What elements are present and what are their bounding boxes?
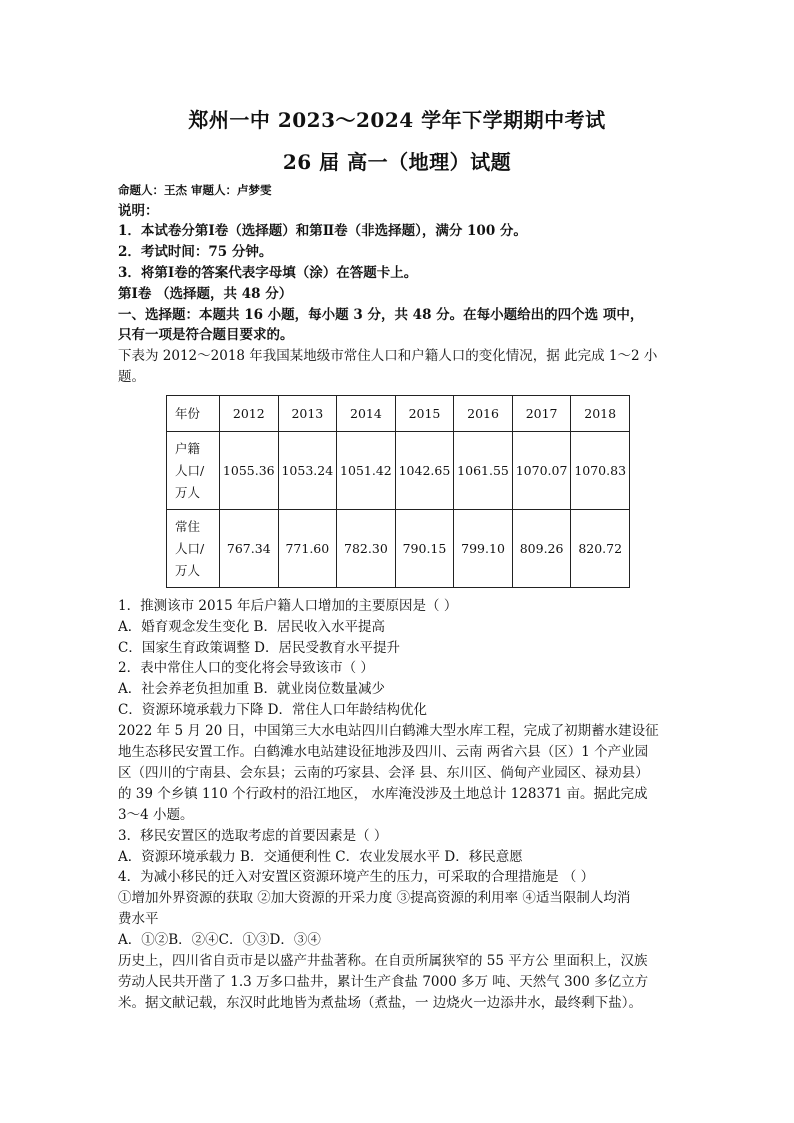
value-cell: 1042.65 (395, 432, 454, 510)
question-text: 4．为减小移民的迁入对安置区资源环境产生的压力，可采取的合理措施是 （ ） (118, 869, 595, 885)
exam-title: 郑州一中 2023～2024 学年下学期期中考试 (188, 108, 606, 132)
row-label-line: 人口/ (175, 462, 205, 478)
passage-text: 3～4 小题。 (118, 807, 194, 823)
year-cell: 2012 (220, 396, 279, 432)
population-table (166, 395, 630, 588)
answer-options: A．资源环境承载力 B．交通便利性 C．农业发展水平 D．移民意愿 (118, 849, 523, 865)
value-cell: 1061.55 (454, 432, 513, 510)
question-text: 3．移民安置区的选取考虑的首要因素是（ ） (118, 828, 388, 844)
table-header-row (167, 396, 630, 432)
row-label-line: 万人 (175, 562, 201, 578)
answer-options: A．婚育观念发生变化 B．居民收入水平提高 (118, 619, 385, 635)
answer-options: 费水平 (118, 911, 159, 927)
table-row (167, 432, 630, 510)
year-cell: 2016 (454, 396, 513, 432)
question-text: 1．推测该市 2015 年后户籍人口增加的主要原因是（ ） (118, 598, 458, 614)
passage-text: 下表为 2012～2018 年我国某地级市常住人口和户籍人口的变化情况，据 此完成 1～2 小 (118, 348, 658, 364)
instruction-item: 2．考试时间：75 分钟。 (118, 244, 273, 260)
section-intro: 只有一项是符合题目要求的。 (118, 327, 294, 343)
answer-options: A．社会养老负担加重 B．就业岗位数量减少 (118, 681, 385, 697)
instruction-item: 3．将第Ⅰ卷的答案代表字母填（涂）在答题卡上。 (118, 265, 418, 281)
passage-text: 米。据文献记载，东汉时此地皆为煮盐场（煮盐，一 边烧火一边添井水，最终剩下盐）。 (118, 995, 643, 1011)
year-cell: 2014 (337, 396, 396, 432)
answer-options: C．国家生育政策调整 D．居民受教育水平提升 (118, 640, 400, 656)
row-label (167, 432, 220, 510)
table-row (167, 510, 630, 588)
answer-options: A．①②B．②④C．①③D．③④ (118, 932, 321, 948)
value-cell: 820.72 (571, 510, 630, 588)
value-cell: 767.34 (220, 510, 279, 588)
row-label (167, 510, 220, 588)
value-cell: 790.15 (395, 510, 454, 588)
year-cell: 2013 (278, 396, 337, 432)
value-cell: 1070.07 (512, 432, 571, 510)
instructions-heading: 说明： (118, 203, 159, 219)
value-cell: 771.60 (278, 510, 337, 588)
row-label-line: 人口/ (175, 540, 205, 556)
exam-subtitle: 26 届 高一（地理）试题 (282, 150, 512, 174)
value-cell: 1070.83 (571, 432, 630, 510)
passage-text: 地生态移民安置工作。白鹤滩水电站建设征地涉及四川、云南 两省六县（区）1 个产业园 (118, 744, 649, 760)
section-heading: 第Ⅰ卷 （选择题，共 48 分） (118, 286, 293, 302)
value-cell: 809.26 (512, 510, 571, 588)
passage-text: 劳动人民共开凿了 1.3 万多口盐井，累计生产食盐 7000 多万 吨、天然气 300 多亿立方 (118, 974, 649, 990)
table-header-label: 年份 (167, 396, 220, 432)
answer-options: ①增加外界资源的获取 ②加大资源的开采力度 ③提高资源的利用率 ④适当限制人均消 (118, 890, 631, 906)
row-label-line: 常住 (175, 518, 201, 534)
value-cell: 782.30 (337, 510, 396, 588)
passage-text: 的 39 个乡镇 110 个行政村的沿江地区， 水库淹没涉及土地总计 128371 亩。据此完成 (118, 786, 648, 802)
row-label-line: 万人 (175, 484, 201, 500)
instruction-item: 1．本试卷分第Ⅰ卷（选择题）和第Ⅱ卷（非选择题），满分 100 分。 (118, 223, 527, 239)
year-cell: 2017 (512, 396, 571, 432)
value-cell: 1051.42 (337, 432, 396, 510)
passage-text: 2022 年 5 月 20 日，中国第三大水电站四川白鹤滩大型水库工程，完成了初期蓄水建设征 (118, 723, 659, 739)
year-cell: 2018 (571, 396, 630, 432)
value-cell: 799.10 (454, 510, 513, 588)
section-intro: 一、选择题：本题共 16 小题，每小题 3 分，共 48 分。在每小题给出的四个选 项中， (118, 307, 644, 323)
row-label-line: 户籍 (175, 440, 201, 456)
value-cell: 1053.24 (278, 432, 337, 510)
passage-text: 题。 (118, 369, 145, 385)
authors-line: 命题人：王杰 审题人：卢梦雯 (118, 183, 272, 197)
passage-text: 区（四川的宁南县、会东县；云南的巧家县、会泽 县、东川区、倘甸产业园区、禄劝县） (118, 765, 649, 781)
answer-options: C．资源环境承载力下降 D．常住人口年龄结构优化 (118, 702, 427, 718)
question-text: 2．表中常住人口的变化将会导致该市（ ） (118, 660, 374, 676)
year-cell: 2015 (395, 396, 454, 432)
passage-text: 历史上，四川省自贡市是以盛产井盐著称。在自贡所属狭窄的 55 平方公 里面积上，汉族 (118, 953, 648, 969)
value-cell: 1055.36 (220, 432, 279, 510)
